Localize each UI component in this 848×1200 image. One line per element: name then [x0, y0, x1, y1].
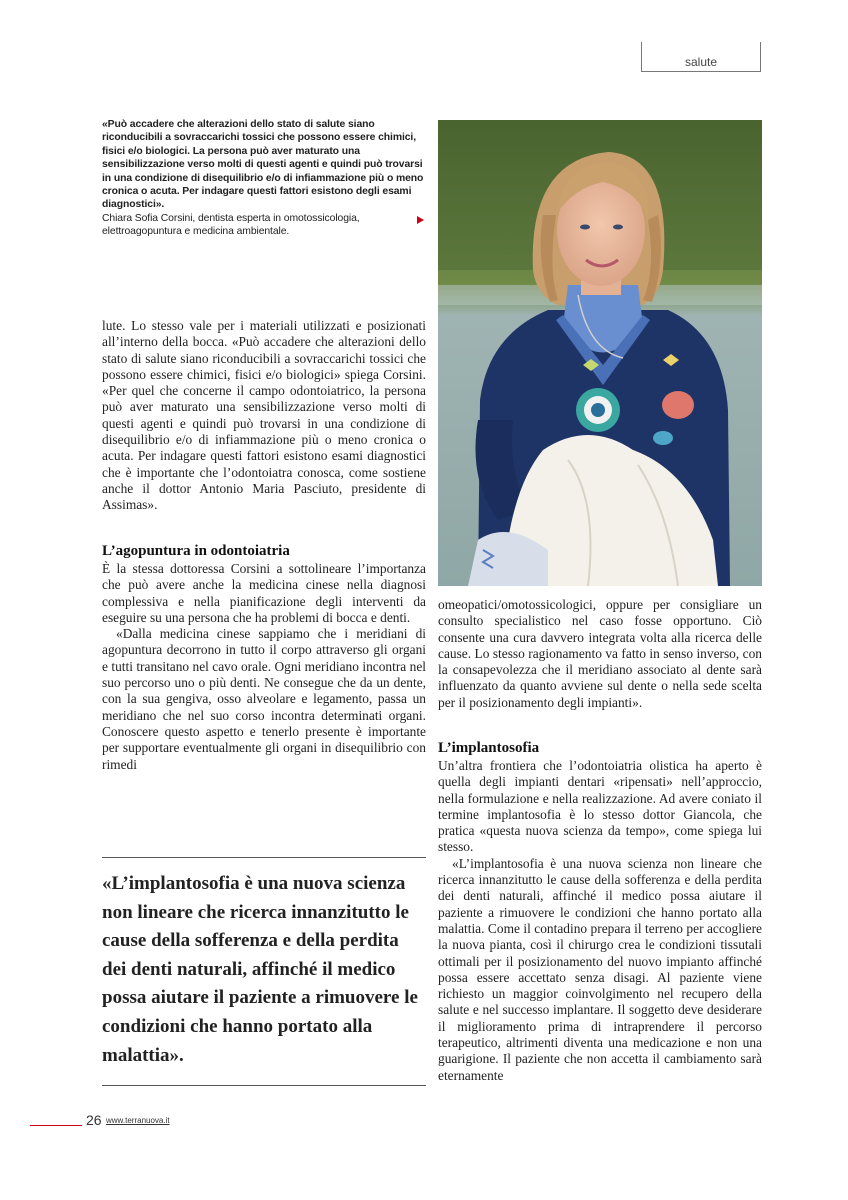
caption-quote: «Può accadere che alterazioni dello stato di salute siano riconducibili a sovraccarichi tossici che possono essere chimici, fisici e/o biologici. La persona può aver maturato una sensibilizzazione verso molti di questi agenti e quindi può trovarsi in una condizione di disequilibrio e/o di infiammazione più o meno cronica o acuta. Per indagare questi fattori esistono degli esami diagnostici». [102, 119, 424, 211]
article-implantosofia [438, 758, 762, 1084]
page-number: 26 [86, 1112, 102, 1128]
footer-accent-line [30, 1125, 82, 1126]
photo-caption [102, 118, 426, 239]
pull-quote-rule-bottom [102, 1085, 426, 1086]
triangle-right-icon [417, 216, 424, 224]
implantosofia-paragraph-2: «L’implantosofia è una nuova scienza non lineare che ricerca innanzitutto le cause della sofferenza e della perdita dei denti naturali, affinché il medico possa aiutare il paziente a rimuovere le condizioni che hanno portato alla malattia. Come il contadino prepara il terreno per accogliere la nuova pianta, così il chirurgo crea le condizioni tissutali ottimali per il posizionamento del nuovo impianto affinché possa essere accettato senza disagi. Al paziente viene richiesto un maggior coinvolgimento nel recupero della salute e nel successo implantare. Il soggetto deve desiderare il miglioramento prima di intraprendere il percorso terapeutico, altrimenti diventa una medicazione e non una guarigione. Il paziente che non accetta il cambiamento sarà eternamente [438, 855, 762, 1083]
pull-quote-rule-top [102, 857, 426, 858]
article-intro [102, 318, 426, 514]
footer-website-link[interactable]: www.terranuova.it [106, 1116, 170, 1125]
heading-implantosofia: L’implantosofia [438, 740, 540, 756]
implantosofia-paragraph-1: Un’altra frontiera che l’odontoiatria olistica ha aperto è quella degli impianti dentari «ripensati» nell’approccio, nella formulazione e nella realizzazione. Ad avere coniato il termine implantosofia è lo stesso dottor Giancola, che pratica «questa nuova scienza da tempo», come spiega lui stesso. [438, 758, 762, 855]
article-agopuntura-continued [438, 597, 762, 711]
article-agopuntura [102, 561, 426, 773]
caption-credit: Chiara Sofia Corsini, dentista esperta in omotossicologia, elettroagopuntura e medicina ambientale. [102, 212, 360, 238]
heading-agopuntura: L’agopuntura in odontoiatria [102, 543, 290, 559]
intro-paragraph: lute. Lo stesso vale per i materiali utilizzati e posizionati all’interno della bocca. «Può accadere che alterazioni dello stato di salute siano riconducibili a sovraccarichi tossici che possono essere chimici, fisici e/o biologici» spiega Corsini. «Per quel che concerne il campo odontoiatrico, la persona può aver maturato una sensibilizzazione verso molti di questi agenti e quindi può trovarsi in una condizione di disequilibrio e/o di infiammazione più o meno cronica o acuta. Per indagare questi fattori esistono esami diagnostici che è importante che l’odontoiatra conosca, come sostiene anche il dottor Antonio Maria Pasciuto, presidente di Assimas». [102, 318, 426, 513]
section-tag: salute [641, 42, 761, 72]
agopuntura-paragraph-3: omeopatici/omotossicologici, oppure per consigliare un consulto specialistico nel caso fosse opportuno. Ciò consente una cura davvero integrata volta alla ricerca delle cause. Lo stesso ragionamento va fatto in senso inverso, con la consapevolezza che il meridiano associato al dente sarà influenzato da quanto avviene sul dente o nella sede scelta per il posizionamento degli impianti». [438, 597, 762, 710]
agopuntura-paragraph-2: «Dalla medicina cinese sappiamo che i meridiani di agopuntura decorrono in tutto il corpo attraverso gli organi e tutti transitano nel cavo orale. Ogni meridiano incontra nel suo percorso uno o più denti. Ne consegue che da un dente, con la sua gengiva, osso alveolare e legamento, passa un meridiano che nel suo corso incontra determinati organi. Conoscere questo aspetto e tenerlo presente è importante per supportare eventualmente gli organi in disequilibrio con rimedi [102, 626, 426, 772]
agopuntura-paragraph-1: È la stessa dottoressa Corsini a sottolineare l’importanza che può avere anche la medicina cinese nella diagnosi complessiva e nella pianificazione degli interventi da eseguire su una persona che ha problemi di bocca e denti. [102, 561, 426, 625]
pull-quote: «L’implantosofia è una nuova scienza non lineare che ricerca innanzitutto le cause della sofferenza e della perdita dei denti naturali, affinché il medico possa aiutare il paziente a rimuovere le condizioni che hanno portato alla malattia». [102, 873, 418, 1066]
portrait-photo [438, 120, 762, 586]
